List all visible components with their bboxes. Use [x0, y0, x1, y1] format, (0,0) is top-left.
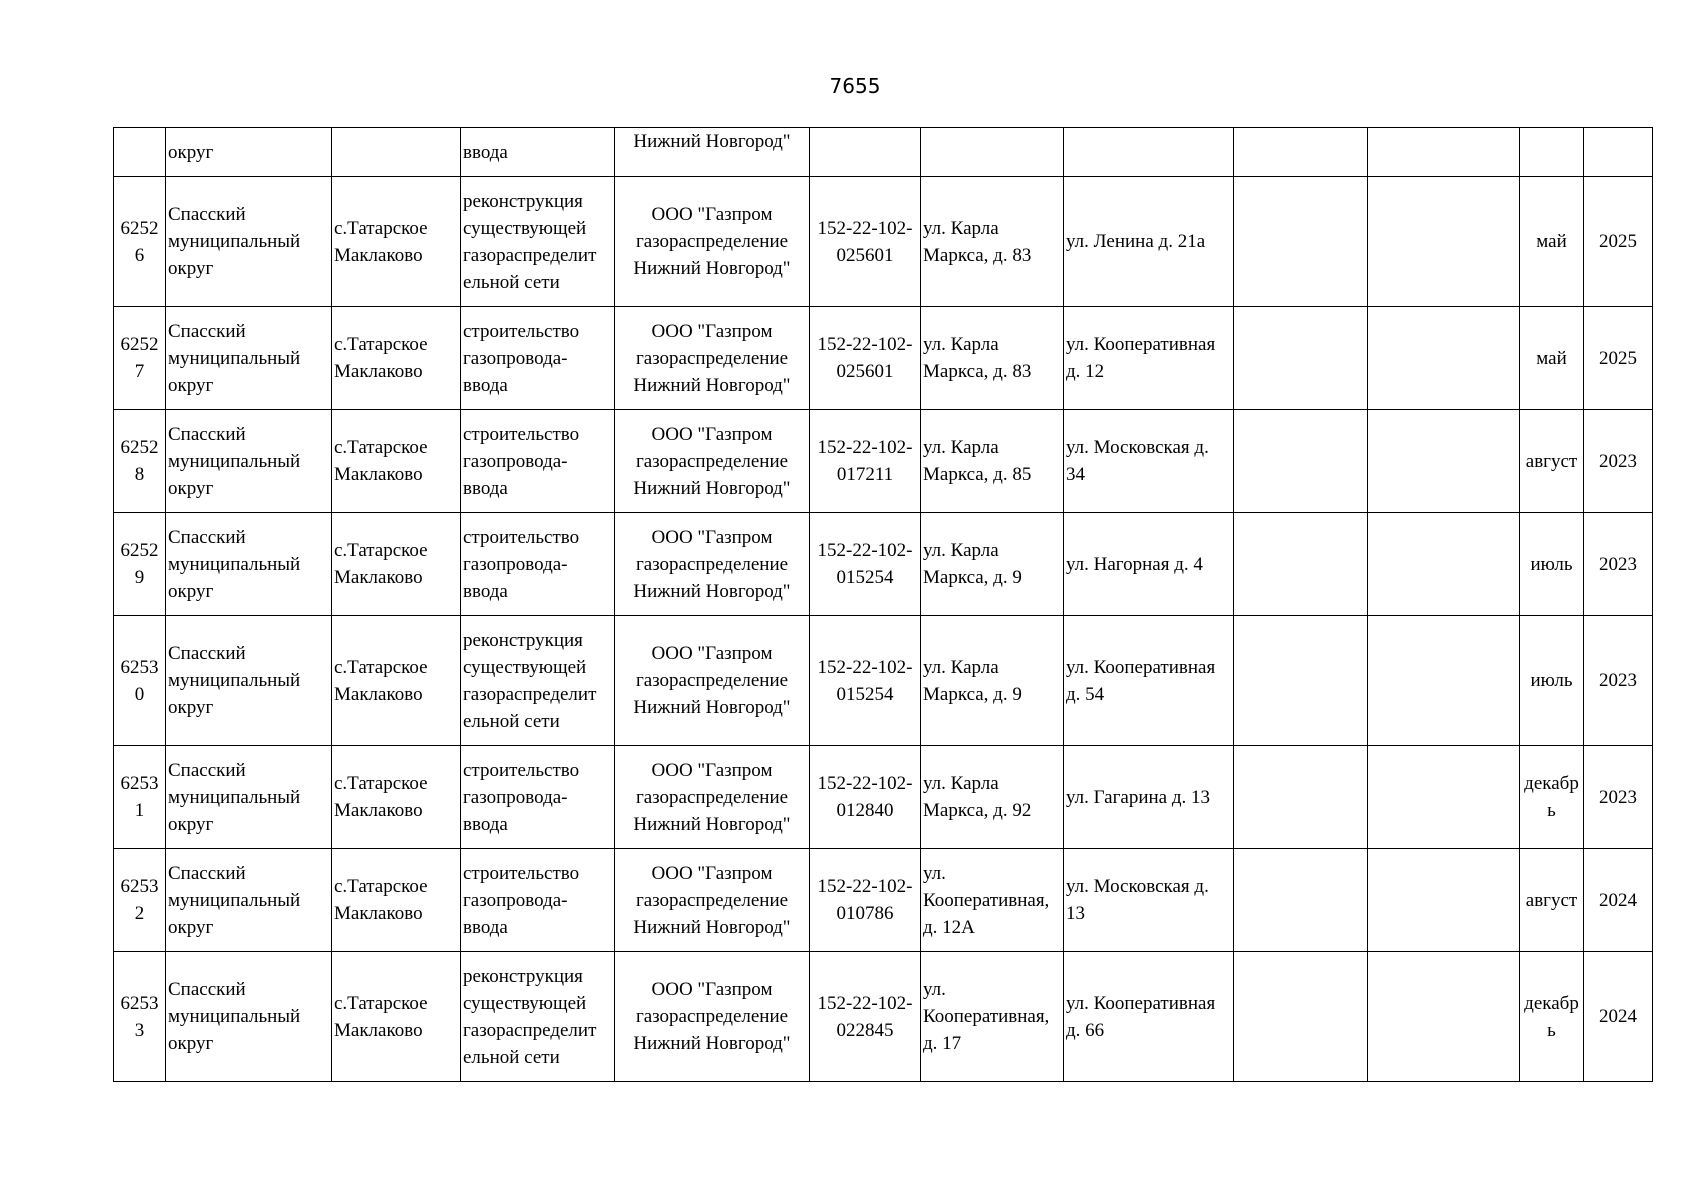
cell-object-address: ул. Московская д. 13: [1064, 849, 1234, 952]
cell-month: август: [1520, 410, 1584, 513]
cell-settlement: с.Татарское Маклаково: [332, 849, 461, 952]
table-row: [114, 952, 1653, 1082]
cell-month: июль: [1520, 616, 1584, 746]
cell-month: декабр ь: [1520, 952, 1584, 1082]
cell-code: 152-22-102- 015254: [810, 513, 921, 616]
cell-empty: [1234, 410, 1368, 513]
cell-empty: [1368, 746, 1520, 849]
cell-organization: ООО "Газпром газораспределение Нижний Новгород": [615, 952, 810, 1082]
cell-empty: [1368, 513, 1520, 616]
cell-object-address: ул. Кооперативная д. 66: [1064, 952, 1234, 1082]
cell-settlement: с.Татарское Маклаково: [332, 307, 461, 410]
cell-empty: [1234, 128, 1368, 177]
cell-empty: [1234, 177, 1368, 307]
cell-work-type: реконструкция существующей газораспределит ельной сети: [461, 177, 615, 307]
cell-object-address: ул. Гагарина д. 13: [1064, 746, 1234, 849]
cell-source-address: ул. Карла Маркса, д. 83: [921, 177, 1064, 307]
cell-district: Спасский муниципальный округ: [166, 177, 332, 307]
page-number: 7655: [829, 74, 881, 98]
cell-empty: [1368, 307, 1520, 410]
cell-empty: [1234, 307, 1368, 410]
cell-settlement: с.Татарское Маклаково: [332, 746, 461, 849]
cell-organization: ООО "Газпром газораспределение Нижний Новгород": [615, 616, 810, 746]
cell-empty: [1368, 616, 1520, 746]
cell-year: 2023: [1584, 746, 1653, 849]
cell-work-type: ввода: [461, 128, 615, 177]
cell-empty: [1368, 849, 1520, 952]
cell-object-address: ул. Кооперативная д. 12: [1064, 307, 1234, 410]
cell-object-address: ул. Кооперативная д. 54: [1064, 616, 1234, 746]
cell-district: Спасский муниципальный округ: [166, 513, 332, 616]
table-row-continuation: [114, 128, 1653, 177]
cell-month: июль: [1520, 513, 1584, 616]
cell-month: август: [1520, 849, 1584, 952]
cell-organization: ООО "Газпром газораспределение Нижний Новгород": [615, 746, 810, 849]
cell-code: 152-22-102- 017211: [810, 410, 921, 513]
gas-connection-table: [113, 127, 1653, 1082]
cell-settlement: с.Татарское Маклаково: [332, 410, 461, 513]
cell-organization: ООО "Газпром газораспределение Нижний Новгород": [615, 307, 810, 410]
cell-organization: ООО "Газпром газораспределение Нижний Новгород": [615, 849, 810, 952]
cell-number: 6252 7: [114, 307, 166, 410]
cell-object-address: ул. Ленина д. 21а: [1064, 177, 1234, 307]
cell-district: округ: [166, 128, 332, 177]
table-row: [114, 849, 1653, 952]
cell-settlement: с.Татарское Маклаково: [332, 177, 461, 307]
cell-source-address: ул. Кооперативная, д. 17: [921, 952, 1064, 1082]
cell-number: 6253 1: [114, 746, 166, 849]
cell-source-address: ул. Кооперативная, д. 12А: [921, 849, 1064, 952]
cell-organization: ООО "Газпром газораспределение Нижний Новгород": [615, 177, 810, 307]
cell-empty: [1234, 616, 1368, 746]
cell-district: Спасский муниципальный округ: [166, 746, 332, 849]
cell-object-address: ул. Московская д. 34: [1064, 410, 1234, 513]
cell-settlement: [332, 128, 461, 177]
cell-work-type: строительство газопровода- ввода: [461, 307, 615, 410]
cell-work-type: строительство газопровода- ввода: [461, 513, 615, 616]
cell-source-address: ул. Карла Маркса, д. 83: [921, 307, 1064, 410]
cell-source-address: [921, 128, 1064, 177]
cell-code: 152-22-102- 015254: [810, 616, 921, 746]
cell-empty: [1234, 952, 1368, 1082]
cell-empty: [1234, 746, 1368, 849]
cell-code: [810, 128, 921, 177]
cell-source-address: ул. Карла Маркса, д. 85: [921, 410, 1064, 513]
cell-district: Спасский муниципальный округ: [166, 849, 332, 952]
cell-number: 6252 9: [114, 513, 166, 616]
cell-year: 2023: [1584, 616, 1653, 746]
cell-organization: Нижний Новгород": [615, 128, 810, 177]
cell-district: Спасский муниципальный округ: [166, 616, 332, 746]
cell-organization: ООО "Газпром газораспределение Нижний Новгород": [615, 513, 810, 616]
table-row: [114, 746, 1653, 849]
cell-code: 152-22-102- 010786: [810, 849, 921, 952]
table-row: [114, 307, 1653, 410]
cell-empty: [1234, 513, 1368, 616]
cell-year: 2024: [1584, 849, 1653, 952]
cell-object-address: [1064, 128, 1234, 177]
cell-settlement: с.Татарское Маклаково: [332, 513, 461, 616]
cell-number: 6253 2: [114, 849, 166, 952]
cell-empty: [1368, 177, 1520, 307]
cell-work-type: строительство газопровода- ввода: [461, 410, 615, 513]
cell-year: 2025: [1584, 307, 1653, 410]
cell-year: 2023: [1584, 513, 1653, 616]
cell-code: 152-22-102- 012840: [810, 746, 921, 849]
cell-number: [114, 128, 166, 177]
table-row: [114, 616, 1653, 746]
cell-year: 2025: [1584, 177, 1653, 307]
cell-empty: [1368, 128, 1520, 177]
table-row: [114, 410, 1653, 513]
cell-code: 152-22-102- 022845: [810, 952, 921, 1082]
cell-number: 6253 3: [114, 952, 166, 1082]
cell-number: 6253 0: [114, 616, 166, 746]
cell-work-type: строительство газопровода- ввода: [461, 746, 615, 849]
table-row: [114, 513, 1653, 616]
cell-year: 2023: [1584, 410, 1653, 513]
cell-object-address: ул. Нагорная д. 4: [1064, 513, 1234, 616]
cell-code: 152-22-102- 025601: [810, 177, 921, 307]
cell-settlement: с.Татарское Маклаково: [332, 616, 461, 746]
cell-source-address: ул. Карла Маркса, д. 9: [921, 616, 1064, 746]
table-row: [114, 177, 1653, 307]
cell-work-type: строительство газопровода- ввода: [461, 849, 615, 952]
cell-organization: ООО "Газпром газораспределение Нижний Новгород": [615, 410, 810, 513]
cell-empty: [1234, 849, 1368, 952]
cell-work-type: реконструкция существующей газораспределит ельной сети: [461, 952, 615, 1082]
cell-month: май: [1520, 307, 1584, 410]
cell-source-address: ул. Карла Маркса, д. 9: [921, 513, 1064, 616]
cell-district: Спасский муниципальный округ: [166, 952, 332, 1082]
cell-number: 6252 8: [114, 410, 166, 513]
cell-month: май: [1520, 177, 1584, 307]
cell-work-type: реконструкция существующей газораспределит ельной сети: [461, 616, 615, 746]
cell-empty: [1368, 410, 1520, 513]
cell-month: декабр ь: [1520, 746, 1584, 849]
cell-district: Спасский муниципальный округ: [166, 410, 332, 513]
cell-number: 6252 6: [114, 177, 166, 307]
cell-year: 2024: [1584, 952, 1653, 1082]
cell-year: [1584, 128, 1653, 177]
cell-empty: [1368, 952, 1520, 1082]
cell-district: Спасский муниципальный округ: [166, 307, 332, 410]
cell-code: 152-22-102- 025601: [810, 307, 921, 410]
cell-month: [1520, 128, 1584, 177]
cell-source-address: ул. Карла Маркса, д. 92: [921, 746, 1064, 849]
cell-settlement: с.Татарское Маклаково: [332, 952, 461, 1082]
